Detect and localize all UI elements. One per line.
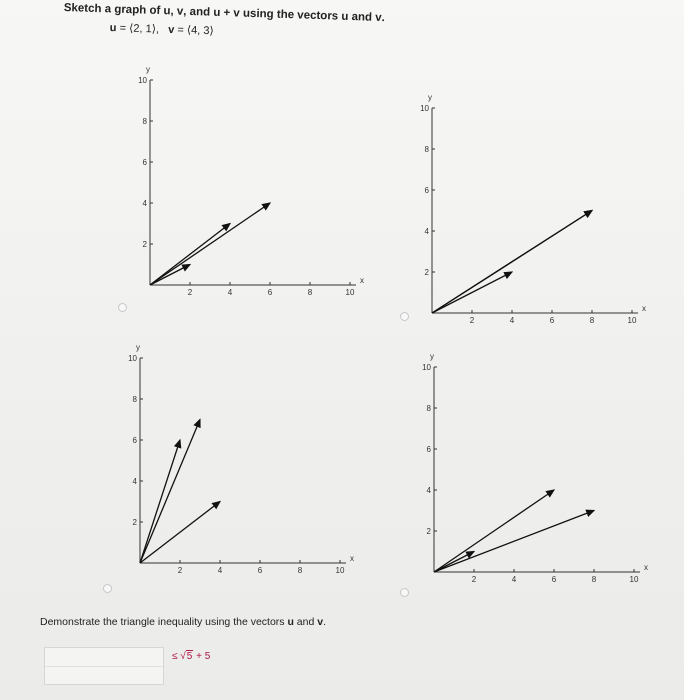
x-tick-label: 4 [227,288,233,297]
y-tick-label: 10 [420,104,429,113]
radio-option-b[interactable] [400,312,409,321]
graph-option-d [422,352,662,592]
triangle-inequality-prompt [40,616,326,628]
prompt-text: and [293,616,318,628]
prompt-text: Sketch a graph of [63,2,164,18]
u-value: = ⟨2, 1⟩, [116,22,160,36]
prompt-text: , [170,5,178,18]
x-tick-label: 2 [469,316,475,325]
prompt-text: Demonstrate the triangle inequality using the vectors [40,616,288,628]
x-tick-label: 4 [509,316,515,325]
y-tick-label: 8 [424,145,429,154]
coordinate-plane [138,65,378,300]
x-tick-label: 10 [627,316,637,325]
y-tick-label: 2 [142,240,147,249]
y-tick-label: 8 [142,117,147,126]
x-tick-label: 8 [591,575,597,584]
vector-definitions [110,21,214,37]
x-tick-label: 2 [177,566,183,575]
x-tick-label: 8 [297,566,303,575]
x-tick-label: 6 [257,566,263,575]
vector-arrow [140,420,200,564]
coordinate-plane [128,343,368,578]
vector-arrow [140,502,220,564]
prompt-v: v [176,5,184,18]
y-tick-label: 10 [138,76,147,85]
vector-arrow [140,440,180,563]
y-tick-label: 10 [128,354,137,363]
vector-arrow [432,272,512,313]
answer-input[interactable] [44,647,164,685]
radicand: 5 [186,651,193,662]
prompt-v: v [375,11,382,24]
vector-arrow [434,511,594,573]
y-axis-label: y [146,65,150,74]
graph-option-b [420,93,660,333]
y-tick-label: 4 [142,199,147,208]
inequality-rhs [172,651,210,662]
vector-arrow [432,211,592,314]
y-tick-label: 8 [132,395,137,404]
prompt-v: v [317,616,324,628]
vector-arrow [434,552,474,573]
prompt-text: . [381,11,386,25]
x-tick-label: 8 [589,316,595,325]
x-tick-label: 6 [551,575,557,584]
x-tick-label: 6 [267,288,273,297]
x-tick-label: 10 [345,288,355,297]
graph-option-a [138,65,378,305]
y-tick-label: 8 [426,404,431,413]
x-tick-label: 2 [187,288,193,297]
v-label: v [168,23,175,37]
plus-five: + 5 [193,651,211,662]
vector-arrow [150,224,230,286]
radio-option-c[interactable] [103,584,112,593]
y-tick-label: 6 [142,158,147,167]
x-tick-label: 2 [471,575,477,584]
y-tick-label: 2 [132,518,137,527]
x-tick-label: 10 [335,566,345,575]
v-value: = ⟨4, 3⟩ [174,24,214,38]
x-axis-label: x [644,563,648,572]
answer-divider [45,666,163,667]
y-tick-label: 2 [426,527,431,536]
coordinate-plane [422,352,662,587]
prompt-u: u [163,5,171,18]
graph-option-c [128,343,368,583]
y-axis-label: y [428,93,432,102]
radio-option-d[interactable] [400,588,409,597]
y-tick-label: 6 [426,445,431,454]
x-tick-label: 8 [307,288,313,297]
y-tick-label: 6 [132,436,137,445]
y-axis-label: y [136,343,140,352]
prompt-text: , and [183,5,214,19]
vector-arrow [150,203,270,285]
x-tick-label: 6 [549,316,555,325]
prompt-text: and [348,10,376,24]
vector-arrow [434,490,554,572]
x-tick-label: 4 [511,575,517,584]
y-tick-label: 6 [424,186,429,195]
x-axis-label: x [350,554,354,563]
y-tick-label: 2 [424,268,429,277]
prompt-u: u [287,616,294,628]
x-axis-label: x [360,276,364,285]
coordinate-plane [420,93,660,328]
x-axis-label: x [642,304,646,313]
radio-option-a[interactable] [118,303,127,312]
leq-symbol: ≤ [172,651,178,662]
prompt-text: . [323,616,327,628]
sqrt-icon: √ [180,651,186,662]
x-tick-label: 10 [629,575,639,584]
prompt-sum: u + v [213,6,240,20]
y-tick-label: 4 [424,227,429,236]
y-axis-label: y [430,352,434,361]
u-label: u [109,21,117,35]
y-tick-label: 4 [426,486,431,495]
y-tick-label: 10 [422,363,431,372]
prompt-text: using the vectors [239,7,342,23]
x-tick-label: 4 [217,566,223,575]
prompt-u: u [341,10,349,23]
y-tick-label: 4 [132,477,137,486]
vector-arrow [150,265,190,286]
